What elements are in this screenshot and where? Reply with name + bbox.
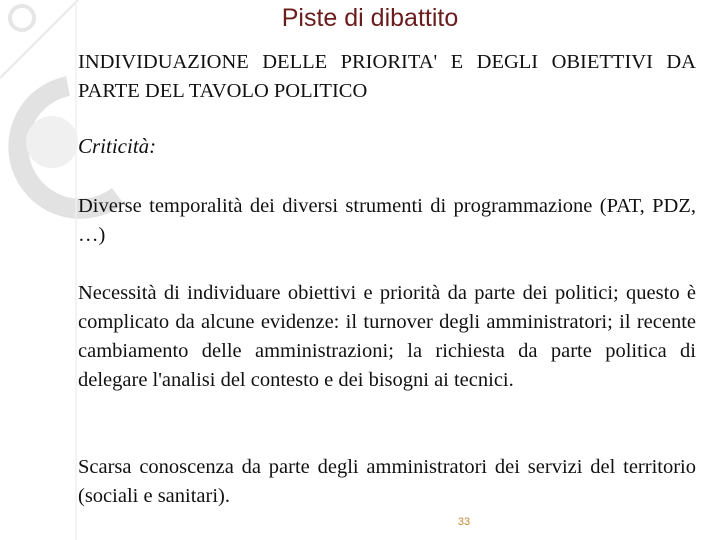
section-heading: INDIVIDUAZIONE DELLE PRIORITA' E DEGLI OBIETTIVI DA PARTE DEL TAVOLO POLITICO xyxy=(78,51,696,102)
page-number: 33 xyxy=(457,516,471,528)
criticita-label: Criticità: xyxy=(78,134,157,158)
paragraph-conoscenza: Scarsa conoscenza da parte degli amministratori dei servizi del territorio (sociali e sanitari). xyxy=(78,456,696,507)
decorative-inner-circle xyxy=(26,116,78,168)
paragraph-temporalita: Diverse temporalità dei diversi strumenti di programmazione (PAT, PDZ, …) xyxy=(78,195,696,246)
slide-title: Piste di dibattito xyxy=(281,4,459,32)
decorative-small-ring xyxy=(10,6,34,30)
paragraph-necessita: Necessità di individuare obiettivi e priorità da parte dei politici; questo è complicato da alcune evidenze: il turnover degli amministratori; il recente cambiamento delle amministrazioni; la richiesta da parte politica di delegare l'analisi del contesto e dei bisogni ai tecnici. xyxy=(78,282,696,391)
